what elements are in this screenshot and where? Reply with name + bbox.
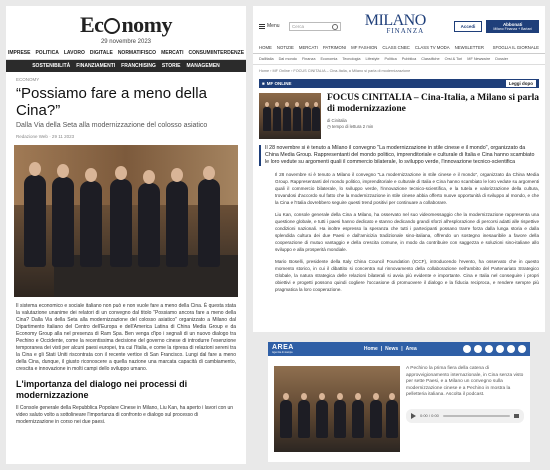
- login-button[interactable]: Accedi: [454, 21, 483, 32]
- photo-person: [166, 181, 188, 267]
- section-item[interactable]: Lifestyle: [365, 57, 380, 61]
- milano-finanza-page: [253, 6, 545, 332]
- nav-item[interactable]: STORIE: [161, 63, 181, 69]
- photo-person: [283, 107, 291, 131]
- article-body: Il 28 novembre si è tenuto a Milano il convegno "La modernizzazione in stile cinese e il mondo", organizzato da China Media Group. Rappresentanti del mondo politico, imprenditoriale e culturale di Italia e Cina hanno scambiato le loro vedute su argomenti quali il commercio bilaterale, lo sviluppo verde, l'innovazione tecnico-scientifica, e la tutela e valorizzazione della cultura, trovandosi d'accordo sul fatto che la modernizzazione in stile cinese abbia offerto nuove opportunità di sviluppo al mondo, e che la Cina e l'Italia dovrebbero seguire questi trend positivi per continuare a collaborare.: [275, 172, 539, 205]
- edition-date: 29 novembre 2023: [100, 39, 152, 45]
- section-nav: [253, 54, 545, 65]
- photo-person: [110, 179, 132, 267]
- photo-person: [138, 183, 160, 267]
- article-photo: [14, 145, 238, 297]
- nav-item[interactable]: IMPRESE: [7, 50, 31, 56]
- section-item[interactable]: Orsi & Tori: [444, 57, 463, 61]
- logo-text-start: Ec: [79, 12, 104, 37]
- volume-icon[interactable]: [514, 414, 519, 418]
- photo-person: [386, 400, 398, 438]
- nav-item[interactable]: FINANZIAMENTI: [76, 63, 116, 69]
- podcast-panel: [406, 366, 524, 452]
- rss-icon[interactable]: [518, 345, 526, 353]
- photo-person: [298, 400, 310, 438]
- article-lead: Il 28 novembre si è tenuto a Milano il convegno "La modernizzazione in stile cinese e il mondo", organizzato da China Media Group. Rappresentanti del mondo politico, imprenditoriale e culturale di Italia e Cina hanno scambiato le loro vedute su argomenti quali il commercio bilaterale, lo sviluppo verde, l'innovazione tecnico-scientifica: [259, 145, 539, 166]
- instagram-icon[interactable]: [496, 345, 504, 353]
- article-title: FOCUS CINITALIA – Cina-Italia, a Milano si parla di modernizzazione: [327, 93, 540, 114]
- section-tag[interactable]: ■ MF ONLINE: [262, 81, 291, 86]
- nav-separator: |: [401, 346, 403, 352]
- area-header: [268, 342, 530, 356]
- search-input[interactable]: [289, 22, 341, 31]
- site-header: [253, 6, 545, 40]
- primary-nav: [253, 40, 545, 54]
- photo-person: [198, 179, 220, 267]
- article-subtitle: Dalla Via della Seta alla modernizzazione del colosso asiatico: [16, 122, 208, 129]
- podcast-description: A Pechino la prima fiera della catena di approvvigionamento internazionale, in Cina senza visto per sette Paesi, e a Milano un convegno sulla modernizzazione cinese e a Pechino in mostra la pelletteria italiana. Ascolta il podcast.: [406, 366, 524, 397]
- globe-icon: [104, 18, 120, 34]
- photo-person: [273, 107, 281, 131]
- photo-person: [370, 400, 382, 438]
- nav-item[interactable]: News: [385, 346, 399, 352]
- section-item[interactable]: Finanza: [301, 57, 316, 61]
- article-body: Il sistema economico e sociale italiano non può e non vuole fare a meno della Cina. È questa stata la valutazione unanime dei relatori di un convegno dal titolo “Possiamo ancora fare a meno della Cina? Dalla Via della Seta alla modernizzazione del colosso asiatico” organizzato a Milano dal Dipartimento Italiano del Centro dell'Europa e dell'America Latina di China Media Group e da Economy Group alla nel presenza di Ram Spa. Ben venga d'ipo i segnali di un nuovo dialogo tra Pechino e Occidente, come la recentissima decisione del governo cinese di introdurre l'esenzione temporanea dei visti per alcuni paesi europei, tra cui l'Italia, e come la ripresa di relazioni sereni tra la Cina e gli Stati Uniti riscontrata con il recente vertice di San Francisco. Lungi dal fare a meno della Cina, dunque, il giusto riconoscere a quella nazione una marcata capacità di cambiamento, crescita e innovazione in molti campi dello sviluppo umano.: [16, 303, 236, 372]
- logo-text-end: nomy: [121, 12, 172, 37]
- photo-person: [52, 177, 74, 267]
- photo-person: [352, 400, 364, 438]
- play-icon[interactable]: [411, 413, 416, 419]
- nav-item[interactable]: MERCATI: [161, 50, 184, 56]
- nav-separator: |: [380, 346, 383, 352]
- menu-label: Menu: [267, 23, 280, 29]
- economy-page: [6, 6, 246, 464]
- youtube-icon[interactable]: [485, 345, 493, 353]
- nav-item[interactable]: NOTIZIE: [276, 45, 294, 50]
- economy-logo[interactable]: [6, 12, 246, 38]
- breadcrumb[interactable]: Home › MF Online › FOCUS CINITALIA – Cina-Italia, a Milano si parla di modernizzazione: [259, 69, 411, 73]
- photo-person: [303, 107, 311, 131]
- article-header: [253, 88, 545, 139]
- photo-person: [80, 181, 102, 267]
- nav-item[interactable]: MANAGEMEN: [186, 63, 220, 69]
- nav-item[interactable]: CLASS CNBC: [382, 45, 410, 50]
- subscribe-label: Abbonati: [502, 21, 523, 27]
- logo-line-1: MILANO: [364, 12, 426, 29]
- section-item[interactable]: Classifiche: [421, 57, 440, 61]
- audio-progress-bar[interactable]: [443, 415, 510, 417]
- clock-icon: ◷: [327, 124, 331, 129]
- article-title: “Possiamo fare a meno della Cina?”: [16, 85, 207, 119]
- milano-finanza-logo[interactable]: [341, 12, 450, 37]
- section-item[interactable]: Dossier: [495, 57, 509, 61]
- nav-item[interactable]: CONSUMIINTERDENZE: [188, 50, 245, 56]
- article-thumbnail: [259, 93, 321, 139]
- photo-person: [316, 400, 328, 438]
- podcast-photo: [274, 366, 400, 452]
- audio-time: 0:00 / 0:00: [420, 413, 439, 418]
- photo-person: [24, 175, 46, 267]
- subscribe-button[interactable]: [486, 20, 539, 33]
- photo-person: [293, 107, 301, 131]
- section-item[interactable]: Politica: [384, 57, 397, 61]
- section-band: [259, 79, 539, 88]
- nav-item[interactable]: HOME: [259, 45, 272, 50]
- nav-item[interactable]: MF FASHION: [351, 45, 378, 50]
- hamburger-icon: [259, 24, 265, 29]
- nav-item[interactable]: FRANCHISING: [121, 63, 156, 69]
- area-logo-subtext: Agenzia di stampa: [272, 351, 293, 354]
- linkedin-icon[interactable]: [507, 345, 515, 353]
- article-heading-block: [327, 93, 539, 139]
- audio-player: [406, 409, 524, 423]
- article-body: Liu Kan, console generale della Cina a Milano, ha osservato nel suo videomessaggio che la modernizzazione rappresenta una questione globale, e tutti i paesi hanno dedicato e stanno dedicando grandi sforzi all'esplorazione di percorsi adatti alle rispettive condizioni nazionali. Ha inoltre espresso la speranza che tutti i partecipanti possano trarre forza dalla lunga storia e dalla splendida cultura dei due Paesi e dall'amicizia tradizionale sino-italiana, offrendo un sostegno inesauribile a favore della cooperazione di mutuo vantaggio e della crescita comune, in modo da contribuire con saggezza e soluzioni sino-italiane allo sviluppo e alla prosperità mondiale.: [275, 212, 539, 252]
- nav-item[interactable]: MERCATI: [298, 45, 318, 50]
- nav-item[interactable]: NEWSLETTER: [454, 45, 485, 50]
- nav-item[interactable]: CLASS TV MODA: [414, 45, 450, 50]
- secondary-nav: [6, 60, 246, 72]
- area-page: [268, 342, 530, 462]
- article-byline: di Cinitalia: [327, 118, 347, 123]
- section-item[interactable]: Pubblica: [401, 57, 417, 61]
- nav-item[interactable]: PATRIMONI: [322, 45, 347, 50]
- article-body: Il Console generale della Repubblica Popolare Cinese in Milano, Liu Kan, ha aperto i lavori con un video saluto volto a sottolineare l'importanza di confronto e dialogo sul processo di modernizzazione in corso nei due paesi.: [16, 405, 234, 425]
- subscribe-sublabel: Milano Finanza + Bariani: [493, 26, 532, 31]
- read-later-button[interactable]: Leggi dopo: [506, 80, 536, 87]
- section-item[interactable]: Economia: [320, 57, 338, 61]
- nav-item[interactable]: POLITICA: [35, 50, 59, 56]
- section-item[interactable]: DallItalia: [259, 57, 274, 61]
- area-logo-text: AREA: [272, 344, 294, 351]
- photo-person: [334, 400, 346, 438]
- nav-item[interactable]: LAVORO: [63, 50, 85, 56]
- area-nav: [364, 346, 417, 352]
- nav-item[interactable]: Area: [405, 346, 417, 352]
- facebook-icon[interactable]: [463, 345, 471, 353]
- article-body: Mario Boselli, presidente della Italy China Council Foundation (ICCF), introducendo l'evento, ha osservato che in questo momento storico, in cui il dibattito si concentra sul rinnovamento della collaborazione nell'ambito del Partenariato Strategico Globale, la natura strategica delle relazioni bilaterali si avvia più evidente e importante. Cina e Italia nel conseguire i propri obiettivi e progetti possono quindi cogliere l'occasione di promuovere il dialogo e la fiducia reciproca, e rendere sempre più pragmatica la loro cooperazione.: [275, 259, 539, 292]
- article-meta: Redazione Web · 29 11 2023: [16, 134, 75, 139]
- nav-item[interactable]: NORMATIFISCO: [117, 50, 157, 56]
- section-item[interactable]: Dal mondo: [278, 57, 297, 61]
- nav-item[interactable]: SOSTENIBILITÀ: [32, 63, 71, 69]
- photo-person: [263, 107, 271, 131]
- primary-nav: [6, 50, 246, 60]
- logo-line-2: FINANZA: [386, 27, 425, 35]
- section-item[interactable]: Tecnologia: [342, 57, 361, 61]
- reading-time-label: tempo di lettura 2 min: [331, 124, 374, 129]
- section-heading: L'importanza del dialogo nei processi di modernizzazione: [16, 379, 188, 400]
- search-placeholder: Cerca: [292, 23, 305, 29]
- reading-time: [327, 124, 539, 130]
- area-logo[interactable]: [272, 344, 294, 354]
- section-item[interactable]: MF Newswire: [467, 57, 491, 61]
- menu-button[interactable]: [259, 23, 287, 29]
- twitter-icon[interactable]: [474, 345, 482, 353]
- nav-item[interactable]: SFOGLIA IL GIORNALE: [492, 45, 539, 50]
- photo-person: [312, 107, 320, 131]
- social-icons: [463, 345, 526, 353]
- photo-person: [280, 400, 292, 438]
- nav-item[interactable]: DIGITALE: [89, 50, 113, 56]
- area-content: [268, 356, 530, 452]
- nav-item[interactable]: Home: [363, 346, 378, 352]
- breadcrumb[interactable]: ECONOMY: [16, 77, 40, 82]
